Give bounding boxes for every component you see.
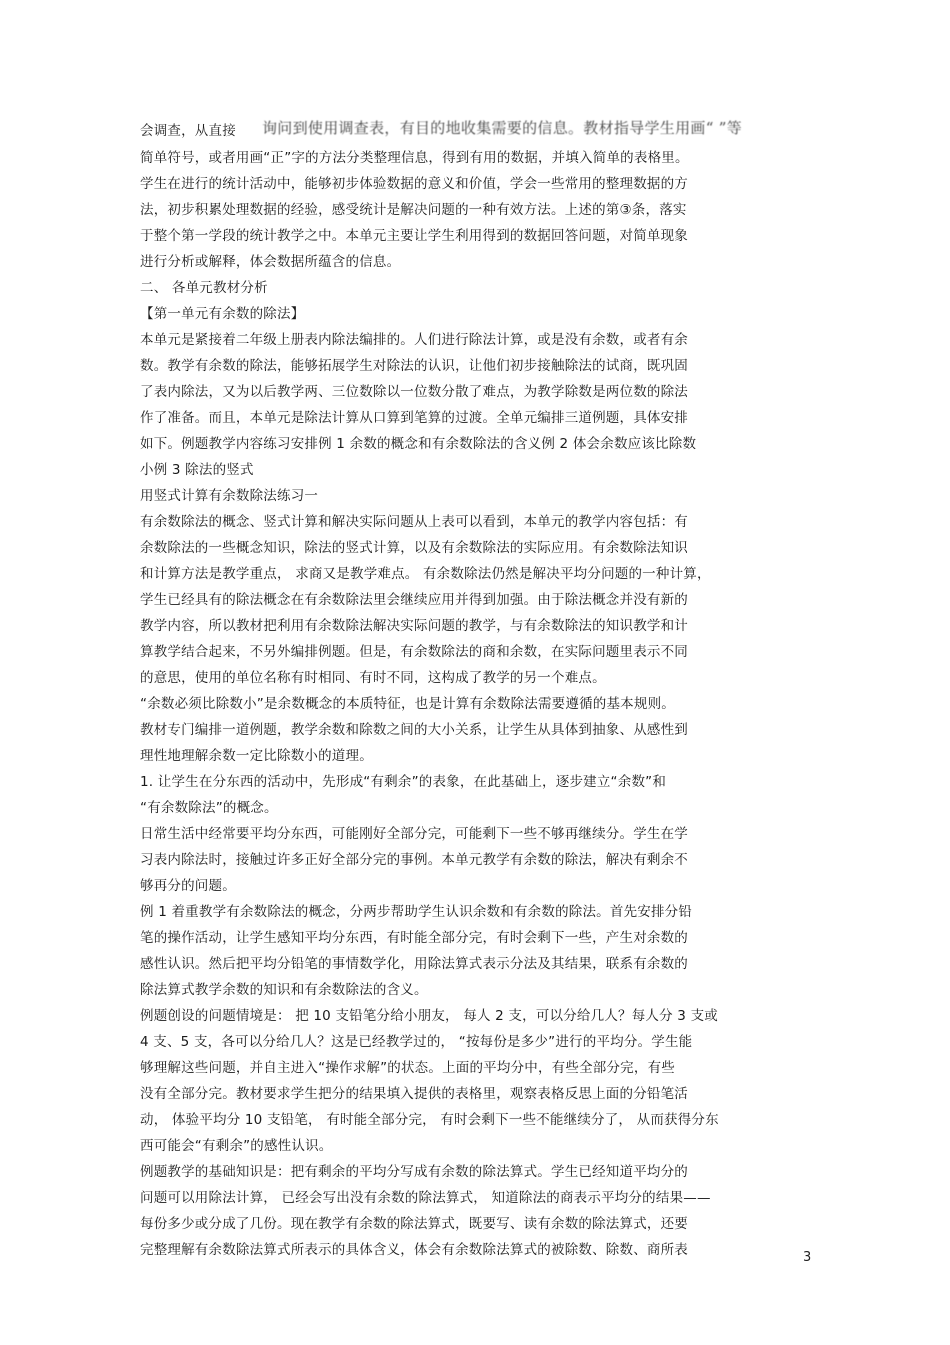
text-line: 和计算方法是教学重点， 求商又是教学难点。 有余数除法仍然是解决平均分问题的一种计算， — [140, 566, 711, 582]
text-line: 简单符号，或者用画“正”字的方法分类整理信息，得到有用的数据，并填入简单的表格里。 — [140, 150, 689, 166]
text-line: “有余数除法”的概念。 — [140, 800, 278, 816]
text-line: 日常生活中经常要平均分东西，可能刚好全部分完，可能剩下一些不够再继续分。学生在学 — [140, 826, 688, 842]
text-line: 【第一单元有余数的除法】 — [140, 306, 305, 322]
page-number: 3 — [803, 1250, 812, 1265]
text-line: 动， 体验平均分 10 支铅笔， 有时能全部分完， 有时会剩下一些不能继续分了， 从而获得分东 — [140, 1112, 719, 1128]
text-line: 小例 3 除法的竖式 — [140, 462, 254, 478]
text-line: 会调查，从直接 — [140, 123, 236, 139]
scanned-text-fragment: 询问到使用调查表，有目的地收集需要的信息。教材指导学生用画“ ”等 — [262, 119, 743, 137]
text-line: 例题创设的问题情境是： 把 10 支铅笔分给小朋友， 每人 2 支，可以分给几人？每人分 3 支或 — [140, 1008, 718, 1024]
text-line: 的意思，使用的单位名称有时相同、有时不同，这构成了教学的另一个难点。 — [140, 670, 606, 686]
text-line: 如下。例题教学内容练习安排例 1 余数的概念和有余数除法的含义例 2 体会余数应该比除数 — [140, 436, 697, 452]
text-line: 二、 各单元教材分析 — [140, 280, 268, 296]
text-line: 了表内除法，又为以后教学两、三位数除以一位数分散了难点，为教学除数是两位数的除法 — [140, 384, 688, 400]
text-line: 问题可以用除法计算， 已经会写出没有余数的除法算式， 知道除法的商表示平均分的结果—— — [140, 1190, 711, 1206]
text-line: 教材专门编排一道例题，教学余数和除数之间的大小关系，让学生从具体到抽象、从感性到 — [140, 722, 688, 738]
text-line: 理性地理解余数一定比除数小的道理。 — [140, 748, 373, 764]
text-line: 学生在进行的统计活动中，能够初步体验数据的意义和价值，学会一些常用的整理数据的方 — [140, 176, 688, 192]
text-line: 西可能会“有剩余”的感性认识。 — [140, 1138, 333, 1154]
text-line: 进行分析或解释，体会数据所蕴含的信息。 — [140, 254, 401, 270]
text-line: 教学内容，所以教材把利用有余数除法解决实际问题的教学，与有余数除法的知识教学和计 — [140, 618, 688, 634]
text-line: 本单元是紧接着二年级上册表内除法编排的。人们进行除法计算，或是没有余数，或者有余 — [140, 332, 688, 348]
text-line: 数。教学有余数的除法，能够拓展学生对除法的认识，让他们初步接触除法的试商，既巩固 — [140, 358, 688, 374]
text-line: 除法算式教学余数的知识和有余数除法的含义。 — [140, 982, 428, 998]
text-line: 够理解这些问题，并自主进入“操作求解”的状态。上面的平均分中，有些全部分完，有些 — [140, 1060, 675, 1076]
text-line: 用竖式计算有余数除法练习一 — [140, 488, 319, 504]
text-line: 例题教学的基础知识是：把有剩余的平均分写成有余数的除法算式。学生已经知道平均分的 — [140, 1164, 688, 1180]
text-line: 例 1 着重教学有余数除法的概念，分两步帮助学生认识余数和有余数的除法。首先安排分铅 — [140, 904, 693, 920]
text-line: 1. 让学生在分东西的活动中，先形成“有剩余”的表象，在此基础上，逐步建立“余数”和 — [140, 774, 667, 790]
text-line: 算教学结合起来，不另外编排例题。但是，有余数除法的商和余数，在实际问题里表示不同 — [140, 644, 688, 660]
text-line: 作了准备。而且，本单元是除法计算从口算到笔算的过渡。全单元编排三道例题，具体安排 — [140, 410, 688, 426]
text-line: 有余数除法的概念、竖式计算和解决实际问题从上表可以看到，本单元的教学内容包括：有 — [140, 514, 688, 530]
text-line: 感性认识。然后把平均分铅笔的事情数学化，用除法算式表示分法及其结果，联系有余数的 — [140, 956, 688, 972]
text-line: 完整理解有余数除法算式所表示的具体含义，体会有余数除法算式的被除数、除数、商所表 — [140, 1242, 688, 1258]
text-line: 没有全部分完。教材要求学生把分的结果填入提供的表格里，观察表格反思上面的分铅笔活 — [140, 1086, 688, 1102]
text-line: “余数必须比除数小”是余数概念的本质特征，也是计算有余数除法需要遵循的基本规则。 — [140, 696, 675, 712]
text-line: 4 支、5 支，各可以分给几人？这是已经教学过的， “按每份是多少”进行的平均分。学生能 — [140, 1034, 693, 1050]
text-line: 笔的操作活动，让学生感知平均分东西，有时能全部分完，有时会剩下一些，产生对余数的 — [140, 930, 688, 946]
text-line: 每份多少或分成了几份。现在教学有余数的除法算式，既要写、读有余数的除法算式，还要 — [140, 1216, 688, 1232]
text-line: 法，初步积累处理数据的经验，感受统计是解决问题的一种有效方法。上述的第③条，落实 — [140, 202, 687, 218]
text-line: 于整个第一学段的统计教学之中。本单元主要让学生利用得到的数据回答问题，对简单现象 — [140, 228, 688, 244]
text-line: 习表内除法时，接触过许多正好全部分完的事例。本单元教学有余数的除法，解决有剩余不 — [140, 852, 688, 868]
text-line: 余数除法的一些概念知识，除法的竖式计算，以及有余数除法的实际应用。有余数除法知识 — [140, 540, 688, 556]
text-line: 够再分的问题。 — [140, 878, 236, 894]
text-line: 学生已经具有的除法概念在有余数除法里会继续应用并得到加强。由于除法概念并没有新的 — [140, 592, 688, 608]
